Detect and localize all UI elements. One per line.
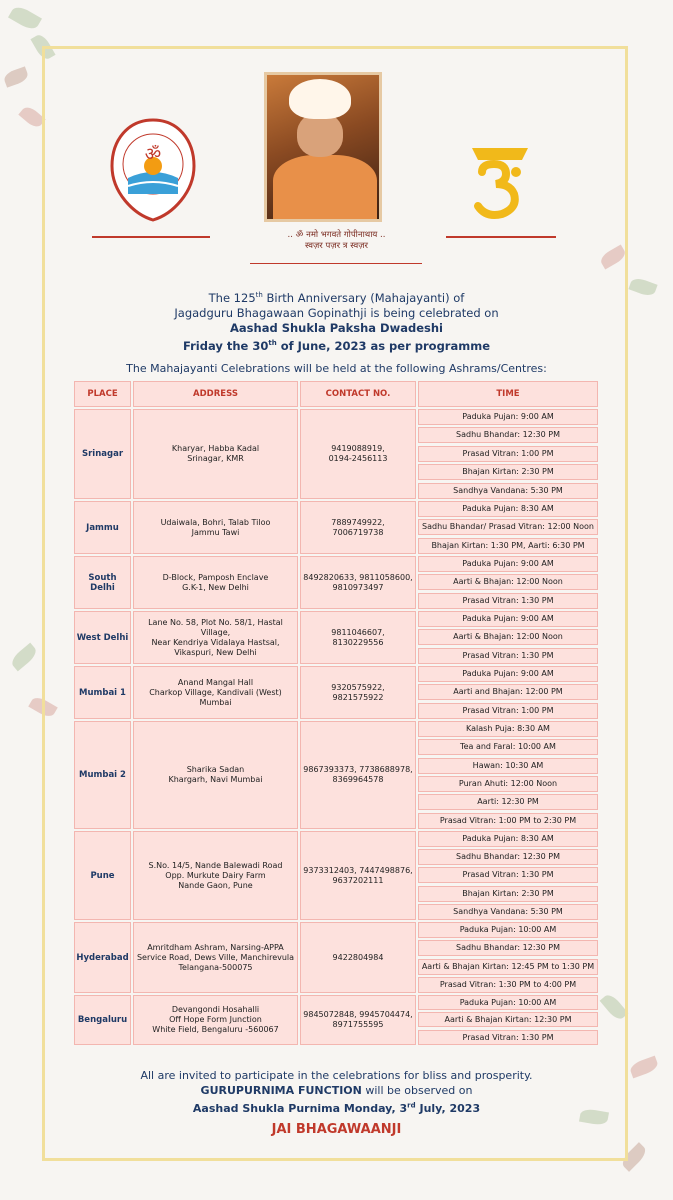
ashram-logo <box>108 116 198 222</box>
mantra <box>200 230 473 252</box>
leaf-decoration <box>628 1056 659 1079</box>
time-cell: Sandhya Vandana: 5:30 PM <box>418 483 598 499</box>
time-cell: Prasad Vitran: 1:30 PM <box>418 593 598 609</box>
portrait-photo <box>264 72 382 222</box>
leaf-decoration <box>628 276 657 298</box>
time-cell: Sadhu Bhandar: 12:30 PM <box>418 849 598 865</box>
time-cell: Paduka Pujan: 8:30 AM <box>418 831 598 847</box>
time-cell: Paduka Pujan: 10:00 AM <box>418 995 598 1010</box>
time-cell: Paduka Pujan: 9:00 AM <box>418 666 598 682</box>
place-cell: South Delhi <box>74 556 131 609</box>
time-cell: Hawan: 10:30 AM <box>418 758 598 774</box>
mantra-divider <box>250 263 422 264</box>
time-cell: Aarti: 12:30 PM <box>418 794 598 810</box>
contact-cell: 9373312403, 7447498876, 9637202111 <box>300 831 416 920</box>
time-cell: Sadhu Bhandar: 12:30 PM <box>418 940 598 956</box>
contact-cell: 9422804984 <box>300 922 416 993</box>
time-cell: Paduka Pujan: 9:00 AM <box>418 409 598 425</box>
time-cell: Prasad Vitran: 1:30 PM <box>418 1030 598 1045</box>
header-place: PLACE <box>74 381 131 407</box>
time-cell: Aarti & Bhajan: 12:00 Noon <box>418 629 598 645</box>
header-contact-no: CONTACT NO. <box>300 381 416 407</box>
address-cell: Devangondi Hosahalli Off Hope Form Junction White Field, Bengaluru -560067 <box>133 995 298 1045</box>
place-cell: Srinagar <box>74 409 131 499</box>
address-cell: Anand Mangal Hall Charkop Village, Kandivali (West) Mumbai <box>133 666 298 719</box>
leaf-decoration <box>8 4 42 33</box>
address-cell: Udaiwala, Bohri, Talab Tiloo Jammu Tawi <box>133 501 298 554</box>
place-cell: Pune <box>74 831 131 920</box>
left-divider <box>92 236 210 238</box>
time-cell: Prasad Vitran: 1:00 PM <box>418 446 598 462</box>
contact-cell: 7889749922, 7006719738 <box>300 501 416 554</box>
time-cell: Prasad Vitran: 1:00 PM <box>418 703 598 719</box>
outro-text: All are invited to participate in the celebrations for bliss and prosperity. GURUPURNIMA FUNCTION will be observed on Aashad Shukla Purnima Monday, 3rd July, 2023 <box>140 1069 533 1115</box>
time-cell: Paduka Pujan: 9:00 AM <box>418 556 598 572</box>
address-cell: Sharika Sadan Khargarh, Navi Mumbai <box>133 721 298 829</box>
contact-cell: 9867393373, 7738688978, 8369964578 <box>300 721 416 829</box>
time-cell: Sadhu Bhandar/ Prasad Vitran: 12:00 Noon <box>418 519 598 535</box>
contact-cell: 9320575922, 9821575922 <box>300 666 416 719</box>
time-cell: Puran Ahuti: 12:00 Noon <box>418 776 598 792</box>
time-cell: Aarti & Bhajan: 12:00 Noon <box>418 574 598 590</box>
time-cell: Prasad Vitran: 1:30 PM to 4:00 PM <box>418 977 598 993</box>
header-time: TIME <box>418 381 598 407</box>
time-cell: Bhajan Kirtan: 2:30 PM <box>418 886 598 902</box>
time-cell: Tea and Faral: 10:00 AM <box>418 739 598 755</box>
contact-cell: 8492820633, 9811058600, 9810973497 <box>300 556 416 609</box>
time-cell: Prasad Vitran: 1:00 PM to 2:30 PM <box>418 813 598 829</box>
leaf-decoration <box>9 643 39 672</box>
contact-cell: 9419088919, 0194-2456113 <box>300 409 416 499</box>
contact-cell: 9845072848, 9945704474, 8971755595 <box>300 995 416 1045</box>
address-cell: Lane No. 58, Plot No. 58/1, Hastal Village, Near Kendriya Vidalaya Hastsal, Vikaspuri, New Delhi <box>133 611 298 664</box>
time-cell: Aarti and Bhajan: 12:00 PM <box>418 684 598 700</box>
address-cell: Amritdham Ashram, Narsing-APPA Service Road, Dews Ville, Manchirevula Telangana-500075 <box>133 922 298 993</box>
time-cell: Aarti & Bhajan Kirtan: 12:30 PM <box>418 1012 598 1027</box>
time-cell: Bhajan Kirtan: 1:30 PM, Aarti: 6:30 PM <box>418 538 598 554</box>
time-cell: Prasad Vitran: 1:30 PM <box>418 648 598 664</box>
time-cell: Bhajan Kirtan: 2:30 PM <box>418 464 598 480</box>
place-cell: Mumbai 2 <box>74 721 131 829</box>
address-cell: D-Block, Pamposh Enclave G.K-1, New Delhi <box>133 556 298 609</box>
mantra-line: स्वज़र पज़र त्र स्वज़र <box>304 241 369 251</box>
place-cell: Bengaluru <box>74 995 131 1045</box>
intro-text: The 125th Birth Anniversary (Mahajayanti) of Jagadguru Bhagawaan Gopinathji is being celebrated on Aashad Shukla Paksha Dwadeshi Friday the 30th of June, 2023 as per programme <box>174 290 499 353</box>
contact-cell: 9811046607, 8130229556 <box>300 611 416 664</box>
time-cell: Paduka Pujan: 8:30 AM <box>418 501 598 517</box>
header-address: ADDRESS <box>133 381 298 407</box>
time-cell: Sadhu Bhandar: 12:30 PM <box>418 427 598 443</box>
address-cell: Kharyar, Habba Kadal Srinagar, KMR <box>133 409 298 499</box>
mantra-line: .. ॐ नमो भगवते गोपीनाथाय .. <box>287 230 386 240</box>
om-symbol: ॐ <box>144 144 162 165</box>
closing-slogan: JAI BHAGAWAANJI <box>271 1122 402 1137</box>
address-cell: S.No. 14/5, Nande Balewadi Road Opp. Murkute Dairy Farm Nande Gaon, Pune <box>133 831 298 920</box>
place-cell: West Delhi <box>74 611 131 664</box>
time-cell: Kalash Puja: 8:30 AM <box>418 721 598 737</box>
time-cell: Sandhya Vandana: 5:30 PM <box>418 904 598 920</box>
time-cell: Paduka Pujan: 9:00 AM <box>418 611 598 627</box>
om-gold-logo <box>462 142 538 222</box>
place-cell: Jammu <box>74 501 131 554</box>
table-heading: The Mahajayanti Celebrations will be held at the following Ashrams/Centres: <box>126 362 547 375</box>
time-cell: Paduka Pujan: 10:00 AM <box>418 922 598 938</box>
time-cell: Aarti & Bhajan Kirtan: 12:45 PM to 1:30 PM <box>418 959 598 975</box>
place-cell: Hyderabad <box>74 922 131 993</box>
leaf-decoration <box>2 66 29 87</box>
time-cell: Prasad Vitran: 1:30 PM <box>418 867 598 883</box>
place-cell: Mumbai 1 <box>74 666 131 719</box>
